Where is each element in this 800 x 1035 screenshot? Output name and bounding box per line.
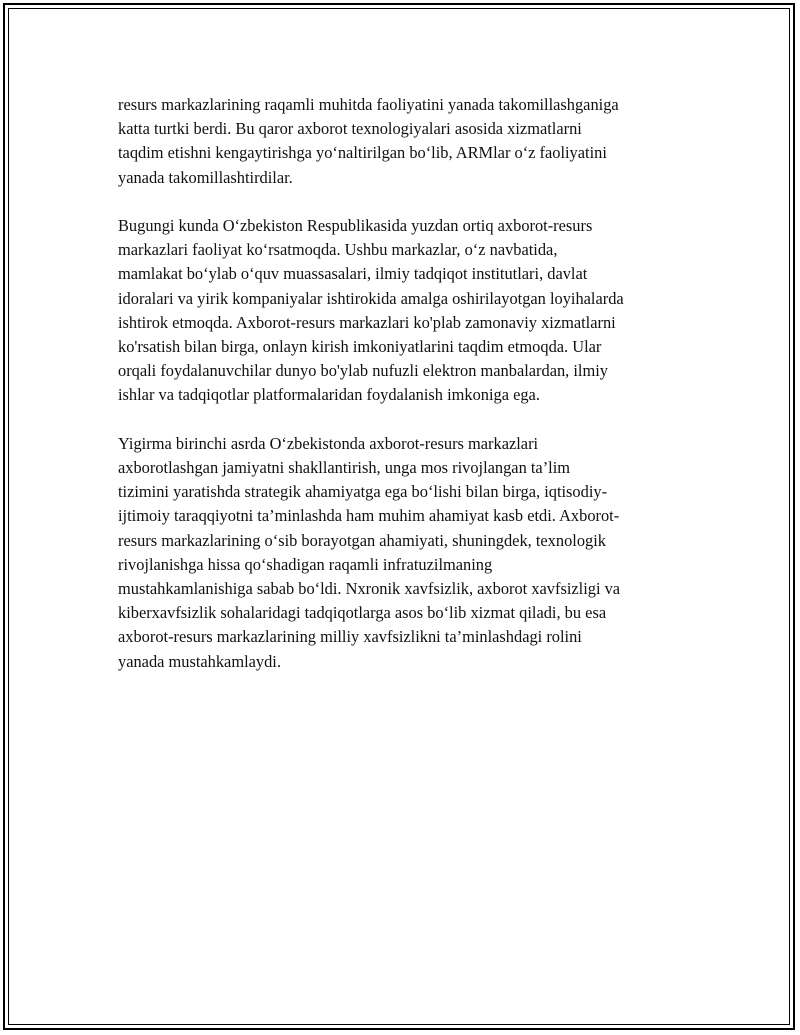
text-line: katta turtki berdi. Bu qaror axborot texnologiyalari asosida xizmatlarni xyxy=(118,119,582,139)
text-line: mustahkamlanishiga sabab bo‘ldi. Nxronik xavfsizlik, axborot xavfsizligi va xyxy=(118,579,621,599)
text-line: axborotlashgan jamiyatni shakllantirish, unga mos rivojlangan ta’lim xyxy=(118,458,571,478)
text-line: Bugungi kunda O‘zbekiston Respublikasida yuzdan ortiq axborot-resurs xyxy=(118,216,593,235)
text-line: yanada mustahkamlaydi. xyxy=(118,651,281,671)
text-line: orqali foydalanuvchilar dunyo bo'ylab nufuzli elektron manbalardan, ilmiy xyxy=(118,361,608,381)
text-line: kiberxavfsizlik sohalaridagi tadqiqotlarga asos bo‘lib xizmat qiladi, bu esa xyxy=(118,603,607,623)
text-line: mamlakat bo‘ylab o‘quv muassasalari, ilmiy tadqiqot institutlari, davlat xyxy=(118,264,588,284)
text-line: taqdim etishni kengaytirishga yo‘naltirilgan bo‘lib, ARMlar o‘z faoliyatini xyxy=(118,143,607,163)
paragraph-3 xyxy=(118,432,698,674)
text-line: ijtimoiy taraqqiyotni ta’minlashda ham muhim ahamiyat kasb etdi. Axborot- xyxy=(118,506,620,526)
text-line: Yigirma birinchi asrda O‘zbekistonda axborot-resurs markazlari xyxy=(118,433,539,453)
text-line: axborot-resurs markazlarining milliy xavfsizlikni ta’minlashdagi rolini xyxy=(118,627,582,647)
text-line: markazlari faoliyat ko‘rsatmoqda. Ushbu markazlar, o‘z navbatida, xyxy=(118,240,558,260)
document-body xyxy=(118,93,698,698)
text-line: ko'rsatish bilan birga, onlayn kirish imkoniyatlarini taqdim etmoqda. Ular xyxy=(118,337,602,357)
text-line: ishlar va tadqiqotlar platformalaridan foydalanish imkoniga ega. xyxy=(118,385,540,405)
text-line: tizimini yaratishda strategik ahamiyatga ega bo‘lishi bilan birga, iqtisodiy- xyxy=(118,482,608,502)
text-line: yanada takomillashtirdilar. xyxy=(118,167,293,187)
text-line: rivojlanishga hissa qo‘shadigan raqamli infratuzilmaning xyxy=(118,554,493,574)
text-line: resurs markazlarining o‘sib borayotgan ahamiyati, shuningdek, texnologik xyxy=(118,530,606,550)
paragraph-2 xyxy=(118,214,698,408)
text-line: resurs markazlarining raqamli muhitda faoliyatini yanada takomillashganiga xyxy=(118,95,619,114)
text-line: ishtirok etmoqda. Axborot-resurs markazlari ko'plab zamonaviy xizmatlarni xyxy=(118,312,616,332)
paragraph-1 xyxy=(118,93,698,190)
text-line: idoralari va yirik kompaniyalar ishtirokida amalga oshirilayotgan loyihalarda xyxy=(118,288,624,308)
